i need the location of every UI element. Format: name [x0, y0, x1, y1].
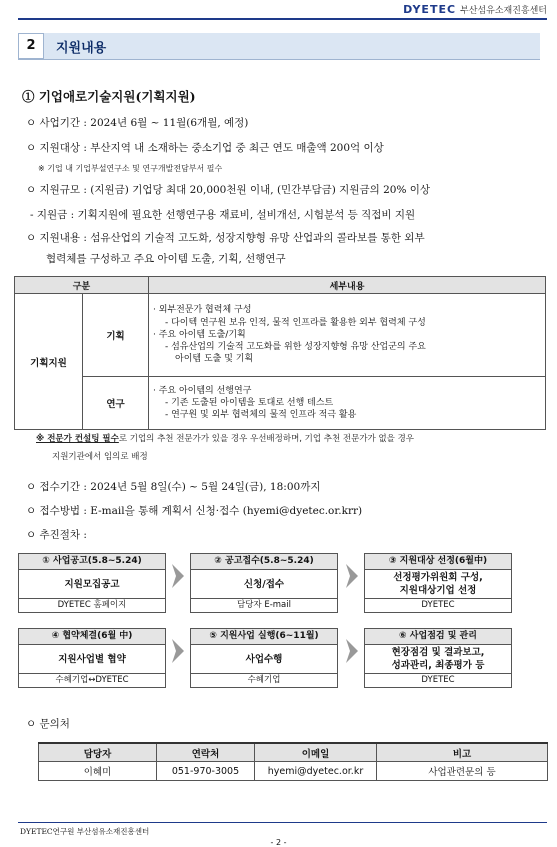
contact-person: 이혜미: [39, 762, 157, 781]
detail-line: - 기존 도출된 아이템을 토대로 선행 테스트: [165, 397, 334, 408]
subsection-title: ① 기업애로기술지원(기획지원): [22, 89, 196, 104]
flow-step-body: 성과관리, 최종평가 등: [391, 660, 485, 671]
page-header: [0, 0, 557, 20]
detail-line: · 주요 아이템 도출/기획: [153, 329, 246, 340]
flow-step-body: 현장점검 및 결과보고,: [391, 647, 485, 658]
table-row: [15, 294, 546, 377]
bullet-scale: ㅇ 지원규모 : (지원금) 기업당 최대 20,000천원 이내, (민간부담금) 지원금의 20% 이상: [26, 184, 431, 196]
target-note: ※ 기업 내 기업부설연구소 및 연구개발전담부서 필수: [38, 164, 223, 173]
contact-title: ㅇ 문의처: [26, 718, 70, 730]
flow-step-2: [190, 553, 338, 613]
contact-header: 담당자: [39, 743, 157, 762]
bullet-period: ㅇ 사업기간 : 2024년 6월 ~ 11월(6개월, 예정): [26, 117, 249, 129]
table-note-line2: 지원기관에서 임의로 배정: [52, 452, 148, 462]
table-note-line1: [36, 432, 414, 444]
support-detail-table: [14, 276, 546, 430]
flow-step-head: ④ 협약체결(6월 中): [19, 629, 165, 645]
flow-step-3: [364, 553, 512, 613]
section-bar: [18, 33, 540, 60]
detail-line: - 섬유산업의 기술적 고도화를 위한 성장지향형 유망 산업군의 주요: [165, 342, 426, 353]
detail-line: · 주요 아이템의 선행연구: [153, 385, 252, 396]
flow-step-body: 지원사업별 협약: [58, 653, 126, 665]
flow-step-body: 지원모집공고: [64, 578, 120, 590]
footer-text: DYETEC연구원 부산섬유소재진흥센터: [20, 827, 150, 836]
logo: [403, 3, 547, 16]
arrow-right-icon: [346, 639, 358, 663]
flow-step-foot: 수혜기업: [191, 673, 337, 687]
flow-step-foot: 수혜기업↔DYETEC: [19, 673, 165, 687]
table-row: [15, 377, 546, 430]
flow-step-5: [190, 628, 338, 688]
flow-step-foot: DYETEC: [365, 673, 511, 687]
table-header-category: 구분: [15, 277, 149, 294]
flow-step-4: [18, 628, 166, 688]
footer-rule: [18, 822, 547, 823]
section-number: 2: [18, 33, 44, 59]
bullet-target: ㅇ 지원대상 : 부산지역 내 소재하는 중소기업 중 최근 연도 매출액 200억 이상: [26, 142, 384, 154]
flow-step-foot: 담당자 E-mail: [191, 598, 337, 612]
arrow-right-icon: [346, 564, 358, 588]
apply-method: ㅇ 접수방법 : E-mail을 통해 계획서 신청·접수 (hyemi@dyetec.or.krr): [26, 505, 363, 517]
table-note-bold: ※ 전문가 컨설팅 필수: [36, 434, 119, 444]
contact-header: 이메일: [255, 743, 377, 762]
table-note-rest: 로 기업의 추천 전문가가 있을 경우 우선배정하며, 기업 추천 전문가가 없을 경우: [118, 434, 415, 444]
flow-step-head: ① 사업공고(5.8~5.24): [19, 554, 165, 570]
contact-phone: 051-970-3005: [157, 762, 255, 781]
detail-line: - 연구원 및 외부 협력체의 물적 인프라 적극 활용: [165, 410, 357, 421]
flow-step-head: ⑥ 사업점검 및 관리: [365, 629, 511, 645]
detail-line: 아이템 도출 및 기획: [175, 354, 254, 365]
bullet-fund: - 지원금 : 기획지원에 필요한 선행연구용 재료비, 설비개선, 시험분석 등 직접비 지원: [30, 209, 416, 221]
detail-line: · 외부전문가 협력체 구성: [153, 305, 252, 316]
logo-mark: DYETEC: [403, 3, 457, 16]
contact-header: 연락처: [157, 743, 255, 762]
header-rule: [18, 18, 547, 20]
table-detail-cell: [149, 294, 546, 377]
flow-step-head: ② 공고접수(5.8~5.24): [191, 554, 337, 570]
detail-line: - 다이텍 연구원 보유 인적, 물적 인프라를 활용한 외부 협력체 구성: [165, 317, 426, 328]
table-detail-cell: [149, 377, 546, 430]
table-type-cell: 기획: [83, 294, 149, 377]
flow-step-foot: DYETEC 홈페이지: [19, 598, 165, 612]
bullet-content-line2: 협력체를 구성하고 주요 아이템 도출, 기획, 선행연구: [46, 253, 286, 265]
apply-period: ㅇ 접수기간 : 2024년 5월 8일(수) ~ 5월 24일(금), 18:00까지: [26, 481, 321, 493]
contact-table: [38, 742, 548, 781]
flow-step-body: 지원대상기업 선정: [399, 585, 477, 596]
logo-org-name: 부산섬유소재진흥센터: [460, 6, 547, 16]
table-category-cell: 기획지원: [15, 294, 83, 430]
bullet-content-line1: ㅇ 지원내용 : 섬유산업의 기술적 고도화, 성장지향형 유망 산업과의 콜라보를 통한 외부: [26, 232, 425, 244]
flow-step-body: 신청/접수: [243, 578, 285, 590]
arrow-right-icon: [172, 564, 184, 588]
table-row: [39, 762, 548, 781]
flow-step-1: [18, 553, 166, 613]
contact-remark: 사업관련문의 등: [377, 762, 548, 781]
arrow-right-icon: [172, 639, 184, 663]
page-number: - 2 -: [270, 838, 287, 847]
flow-step-body: 선정평가위원회 구성,: [393, 572, 483, 583]
flow-step-head: ③ 지원대상 선정(6월中): [365, 554, 511, 570]
flow-step-body: 사업수행: [245, 653, 283, 665]
flow-step-head: ⑤ 지원사업 실행(6~11월): [191, 629, 337, 645]
flow-step-foot: DYETEC: [365, 598, 511, 612]
section-title: 지원내용: [56, 41, 107, 56]
flow-step-6: [364, 628, 512, 688]
procedure-label: ㅇ 추진절차 :: [26, 529, 87, 541]
contact-header: 비고: [377, 743, 548, 762]
table-type-cell: 연구: [83, 377, 149, 430]
table-header-details: 세부내용: [149, 277, 546, 294]
contact-email[interactable]: hyemi@dyetec.or.kr: [255, 762, 377, 781]
